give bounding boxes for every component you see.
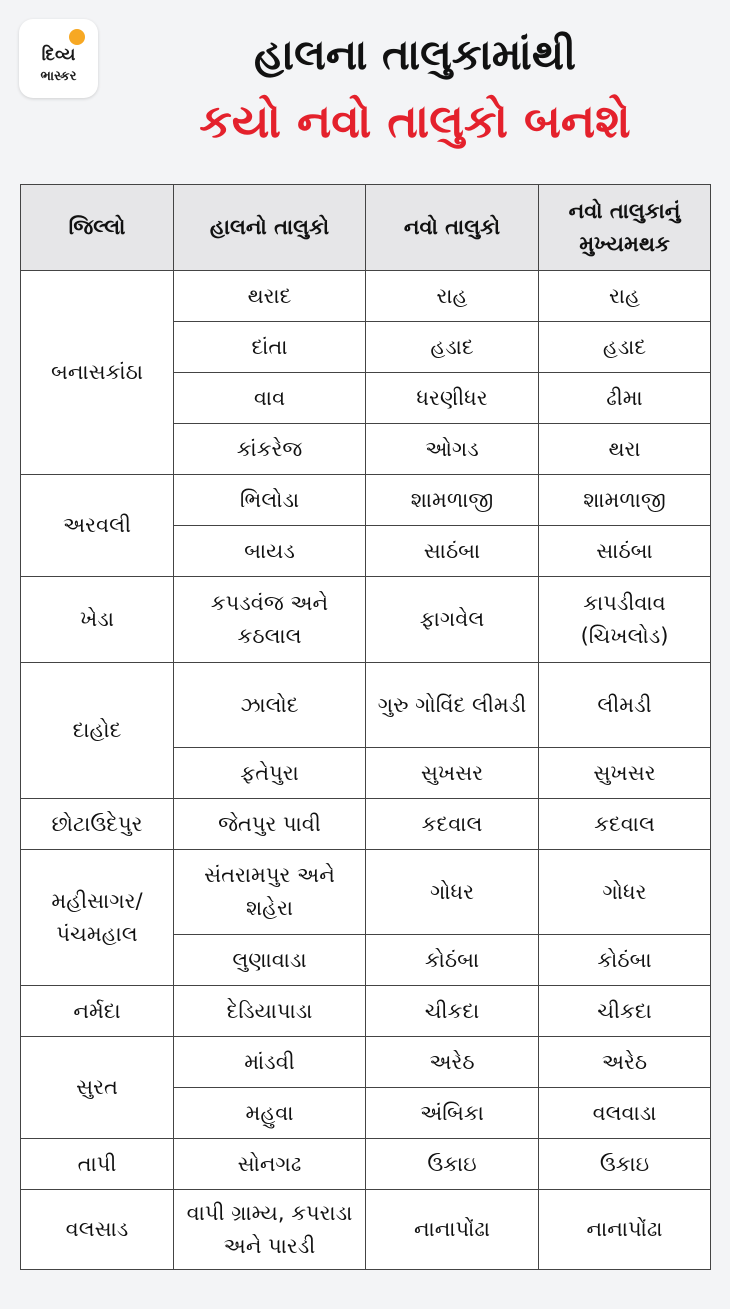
table-row	[21, 1139, 711, 1190]
headquarters-cell: કાપડીવાવ (ચિખલોડ)	[539, 577, 711, 663]
table-row	[21, 1190, 711, 1270]
new-taluka-cell: શામળાજી	[366, 475, 539, 526]
new-taluka-cell: ગોધર	[366, 850, 539, 935]
current-taluka-cell: દેડિયાપાડા	[174, 986, 366, 1037]
new-taluka-cell: હડાદ	[366, 322, 539, 373]
new-taluka-cell: કદવાલ	[366, 799, 539, 850]
district-cell: ખેડા	[21, 577, 174, 663]
header-new-taluka: નવો તાલુકો	[366, 185, 539, 271]
current-taluka-cell: કાંકરેજ	[174, 424, 366, 475]
new-taluka-cell: ઓગડ	[366, 424, 539, 475]
headquarters-cell: સાઠંબા	[539, 526, 711, 577]
current-taluka-cell: લુણાવાડા	[174, 935, 366, 986]
table-row	[21, 986, 711, 1037]
current-taluka-cell: મહુવા	[174, 1088, 366, 1139]
district-cell: છોટાઉદેપુર	[21, 799, 174, 850]
headquarters-cell: વલવાડા	[539, 1088, 711, 1139]
headquarters-cell: હડાદ	[539, 322, 711, 373]
current-taluka-cell: થરાદ	[174, 271, 366, 322]
district-cell: અરવલી	[21, 475, 174, 577]
new-taluka-cell: અરેઠ	[366, 1037, 539, 1088]
current-taluka-cell: વાપી ગ્રામ્ય, કપરાડા અને પારડી	[174, 1190, 366, 1270]
current-taluka-cell: કપડવંજ અને કઠલાલ	[174, 577, 366, 663]
table-row	[21, 799, 711, 850]
headquarters-cell: નાનાપોંઢા	[539, 1190, 711, 1270]
new-taluka-cell: ધરણીધર	[366, 373, 539, 424]
table-row	[21, 577, 711, 663]
new-taluka-cell: કોઠંબા	[366, 935, 539, 986]
header-current-taluka: હાલનો તાલુકો	[174, 185, 366, 271]
current-taluka-cell: દાંતા	[174, 322, 366, 373]
current-taluka-cell: ફતેપુરા	[174, 748, 366, 799]
new-taluka-cell: અંબિકા	[366, 1088, 539, 1139]
headquarters-cell: કદવાલ	[539, 799, 711, 850]
headquarters-cell: સુખસર	[539, 748, 711, 799]
table-row	[21, 271, 711, 322]
sun-icon	[69, 29, 85, 45]
new-taluka-cell: સુખસર	[366, 748, 539, 799]
headquarters-cell: થરા	[539, 424, 711, 475]
table-row	[21, 475, 711, 526]
headquarters-cell: ઢીમા	[539, 373, 711, 424]
headquarters-cell: શામળાજી	[539, 475, 711, 526]
headquarters-cell: અરેઠ	[539, 1037, 711, 1088]
headquarters-cell: ચીકદા	[539, 986, 711, 1037]
new-taluka-cell: ઉકાઇ	[366, 1139, 539, 1190]
logo-text-line1: દિવ્ય	[41, 45, 76, 65]
district-cell: વલસાડ	[21, 1190, 174, 1270]
district-cell: નર્મદા	[21, 986, 174, 1037]
header-district: જિલ્લો	[21, 185, 174, 271]
headquarters-cell: ગોધર	[539, 850, 711, 935]
district-cell: સુરત	[21, 1037, 174, 1139]
current-taluka-cell: ભિલોડા	[174, 475, 366, 526]
current-taluka-cell: ઝાલોદ	[174, 663, 366, 748]
district-cell: બનાસકાંઠા	[21, 271, 174, 475]
taluka-table	[20, 184, 711, 1270]
new-taluka-cell: નાનાપોંઢા	[366, 1190, 539, 1270]
district-cell: દાહોદ	[21, 663, 174, 799]
divya-bhaskar-logo	[19, 19, 98, 98]
new-taluka-cell: સાઠંબા	[366, 526, 539, 577]
current-taluka-cell: જેતપુર પાવી	[174, 799, 366, 850]
current-taluka-cell: વાવ	[174, 373, 366, 424]
logo-text-line2: ભાસ્કર	[40, 69, 77, 84]
current-taluka-cell: માંડવી	[174, 1037, 366, 1088]
current-taluka-cell: સંતરામપુર અને શહેરા	[174, 850, 366, 935]
headline-line2: કયો નવો તાલુકો બનશે	[199, 94, 631, 148]
new-taluka-cell: ચીકદા	[366, 986, 539, 1037]
headquarters-cell: કોઠંબા	[539, 935, 711, 986]
headquarters-cell: રાહ	[539, 271, 711, 322]
headquarters-cell: લીમડી	[539, 663, 711, 748]
headquarters-cell: ઉકાઇ	[539, 1139, 711, 1190]
table-row	[21, 850, 711, 935]
district-cell: તાપી	[21, 1139, 174, 1190]
new-taluka-cell: રાહ	[366, 271, 539, 322]
table-row	[21, 1037, 711, 1088]
current-taluka-cell: સોનગઢ	[174, 1139, 366, 1190]
new-taluka-cell: ફાગવેલ	[366, 577, 539, 663]
current-taluka-cell: બાયડ	[174, 526, 366, 577]
table-header-row	[21, 185, 711, 271]
headline-line1: હાલના તાલુકામાંથી	[253, 30, 577, 79]
district-cell: મહીસાગર/ પંચમહાલ	[21, 850, 174, 986]
header-headquarters: નવો તાલુકાનું મુખ્યમથક	[539, 185, 711, 271]
table-row	[21, 663, 711, 748]
new-taluka-cell: ગુરુ ગોવિંદ લીમડી	[366, 663, 539, 748]
